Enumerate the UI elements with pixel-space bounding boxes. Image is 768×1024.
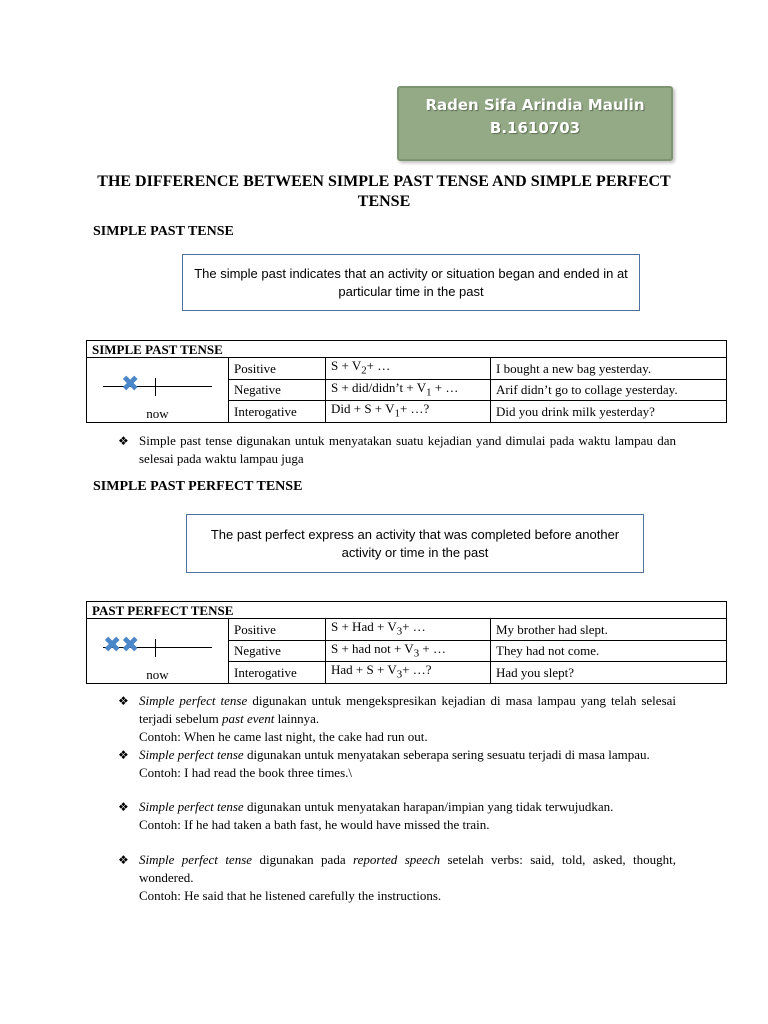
row-example: Did you drink milk yesterday? xyxy=(491,401,727,423)
list-item xyxy=(118,692,676,746)
definition-text: The simple past indicates that an activity or situation began and ended in at particular time in the past xyxy=(194,265,628,299)
bullet-diamond-icon: ❖ xyxy=(118,800,129,814)
timeline-tick xyxy=(155,639,156,657)
row-example: I bought a new bag yesterday. xyxy=(491,358,727,380)
table-row xyxy=(87,358,727,380)
row-example: Arif didn’t go to collage yesterday. xyxy=(491,379,727,401)
row-formula: S + had not + $V_3$ + … xyxy=(326,640,491,662)
bullet-text: Simple perfect tense digunakan pada reported speech setelah verbs: said, told, asked, thought, wondered. xyxy=(139,852,676,885)
row-example: My brother had slept. xyxy=(491,619,727,641)
row-formula: S + Had + $V_3+$ … xyxy=(326,619,491,641)
definition-box-simple-past xyxy=(182,254,640,311)
author-id: B.1610703 xyxy=(489,119,581,137)
simple-past-table xyxy=(86,340,727,423)
row-formula: S + did/didn’t + $V_1$ + … xyxy=(326,379,491,401)
row-type: Interogative xyxy=(229,401,326,423)
bullet-example: Contoh: He said that he listened carefully the instructions. xyxy=(139,888,442,903)
timeline-now-label: now xyxy=(146,666,169,682)
bullet-example: Contoh: When he came last night, the cake had run out. xyxy=(139,729,428,744)
cross-marker-icon: ✖ xyxy=(121,632,140,658)
author-name-box xyxy=(397,86,673,161)
row-formula: $S + V_2+$ … xyxy=(326,358,491,380)
bullet-text: Simple perfect tense digunakan untuk mengekspresikan kejadian di masa lampau yang telah selesai terjadi sebelum past event lainnya. xyxy=(139,693,677,726)
author-name: Raden Sifa Arindia Maulin xyxy=(425,96,645,114)
bullet-diamond-icon: ❖ xyxy=(118,853,129,867)
timeline-cell xyxy=(87,358,229,423)
bullet-text: Simple perfect tense digunakan untuk menyatakan seberapa sering sesuatu terjadi di masa lampau. xyxy=(139,747,650,762)
timeline-tick xyxy=(155,378,156,396)
timeline-cell xyxy=(87,619,229,684)
row-type: Positive xyxy=(229,358,326,380)
bullet-diamond-icon: ❖ xyxy=(118,434,129,448)
cross-marker-icon: ✖ xyxy=(121,371,140,397)
row-type: Negative xyxy=(229,379,326,401)
definition-text: The past perfect express an activity that was completed before another activity or time in the past xyxy=(210,526,620,560)
table-header: SIMPLE PAST TENSE xyxy=(87,341,727,358)
row-example: Had you slept? xyxy=(491,662,727,684)
note-text: Simple past tense digunakan untuk menyatakan suatu kejadian yand dimulai pada waktu lampau dan selesai pada waktu lampau juga xyxy=(139,433,676,466)
table-row xyxy=(87,619,727,641)
bullet-diamond-icon: ❖ xyxy=(118,748,129,762)
past-perfect-table xyxy=(86,601,727,684)
bullet-text: Simple perfect tense digunakan untuk menyatakan harapan/impian yang tidak terwujudkan. xyxy=(139,799,614,814)
document-title: THE DIFFERENCE BETWEEN SIMPLE PAST TENSE AND SIMPLE PERFECT TENSE xyxy=(97,173,671,210)
row-type: Negative xyxy=(229,640,326,662)
note-simple-past xyxy=(118,432,676,468)
list-item xyxy=(118,746,676,782)
row-type: Interogative xyxy=(229,662,326,684)
section-heading-past-perfect: SIMPLE PAST PERFECT TENSE xyxy=(93,479,303,494)
row-example: They had not come. xyxy=(491,640,727,662)
list-item xyxy=(118,798,676,834)
timeline-line xyxy=(103,386,212,387)
definition-box-past-perfect xyxy=(186,514,644,573)
cross-marker-icon: ✖ xyxy=(103,632,122,658)
list-item xyxy=(118,851,676,905)
bullet-example: Contoh: I had read the book three times.\ xyxy=(139,765,353,780)
row-formula: Had + $S + V_3+$ …? xyxy=(326,662,491,684)
bullet-example: Contoh: If he had taken a bath fast, he would have missed the train. xyxy=(139,817,490,832)
table-header: PAST PERFECT TENSE xyxy=(87,602,727,619)
bullet-diamond-icon: ❖ xyxy=(118,694,129,708)
row-formula: Did + $S + V_1+$ …? xyxy=(326,401,491,423)
section-heading-simple-past: SIMPLE PAST TENSE xyxy=(93,224,234,239)
timeline-now-label: now xyxy=(146,405,169,421)
row-type: Positive xyxy=(229,619,326,641)
